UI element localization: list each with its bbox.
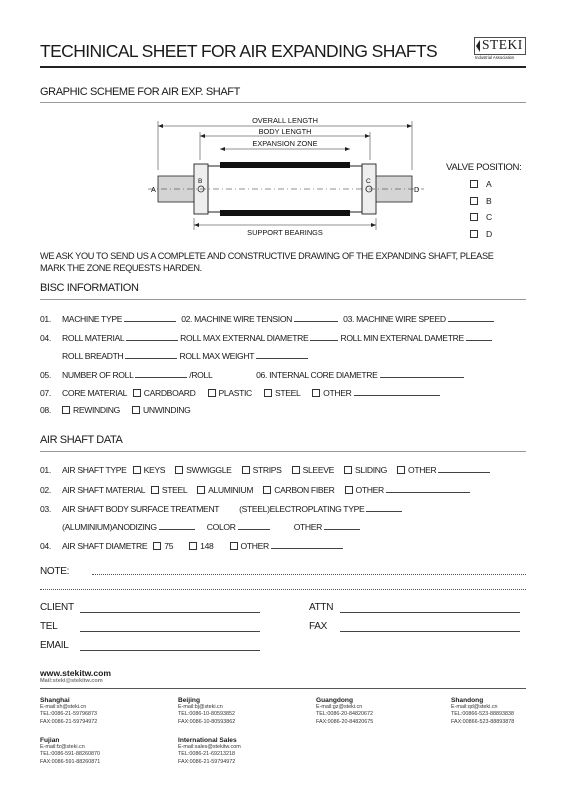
roll-breadth-field[interactable] [125,350,177,359]
valve-c-checkbox[interactable] [470,213,478,221]
airshaft-row-3: 03. AIR SHAFT BODY SURFACE TREATMENT (STEEL)ELECTROPLATING TYPE [40,503,402,514]
attn-label: ATTN [309,602,334,613]
note-line-1[interactable] [92,574,526,575]
other-type-checkbox[interactable] [397,466,405,474]
carbon-fiber-checkbox[interactable] [263,486,271,494]
electroplating-field[interactable] [366,503,402,512]
valve-position-title: VALVE POSITION: [446,162,522,173]
basic-row-5: 07. CORE MATERIAL CARDBOARD PLASTIC STEEL OTHER [40,387,440,398]
email-label: EMAIL [40,640,69,651]
body-length-label: BODY LENGTH [258,127,312,136]
valve-b-checkbox[interactable] [470,197,478,205]
title-rule [40,66,526,68]
other-material-field[interactable] [386,484,470,493]
airshaft-section-rule [40,451,526,452]
steel-core-checkbox[interactable] [264,389,272,397]
office-fujian: Fujian E-mail:fz@steki.cn TEL:0086-591-88260870 FAX:0086-591-88260871 [40,737,101,765]
client-field[interactable] [80,612,260,613]
fax-field[interactable] [340,631,520,632]
other-core-field[interactable] [354,387,440,396]
logo-subtitle: Industrial Association [475,55,515,60]
basic-row-3: ROLL BREADTH ROLL MAX WEIGHT [62,350,308,361]
sleeve-checkbox[interactable] [292,466,300,474]
basic-row-4: 05. NUMBER OF ROLL /ROLL 06. INTERNAL CORE DIAMETRE [40,369,464,380]
swwiggle-checkbox[interactable] [175,466,183,474]
shaft-diagram [140,114,430,240]
instruction-line-2: MARK THE ZONE REQUESTS HARDEN. [40,263,202,273]
diametre-148-checkbox[interactable] [189,542,197,550]
website-link[interactable]: www.stekitw.com [40,668,111,678]
roll-min-ext-field[interactable] [466,332,492,341]
sliding-checkbox[interactable] [344,466,352,474]
unwinding-checkbox[interactable] [132,406,140,414]
expansion-zone-label: EXPANSION ZONE [252,139,318,148]
valve-option-d[interactable]: D [470,229,492,239]
logo-text: STEKI [482,37,523,52]
valve-a-checkbox[interactable] [470,180,478,188]
basic-section-title: BISC INFORMATION [40,282,139,294]
graphic-section-rule [40,102,526,103]
note-line-2[interactable] [40,589,526,590]
steki-logo [474,37,526,65]
roll-max-ext-field[interactable] [310,332,338,341]
tel-field[interactable] [80,631,260,632]
overall-length-label: OVERALL LENGTH [252,116,318,125]
office-guangdong: Guangdong E-mail:gz@steki.cn TEL:0086-20-84820672 FAX:0086-20-84820675 [316,697,374,725]
point-d-label: D [414,185,420,194]
machine-type-field[interactable] [124,313,176,322]
other-diametre-checkbox[interactable] [230,542,238,550]
attn-field[interactable] [340,612,520,613]
roll-material-field[interactable] [126,332,178,341]
email-field[interactable] [80,650,260,651]
diametre-75-checkbox[interactable] [153,542,161,550]
steel-material-checkbox[interactable] [151,486,159,494]
other-material-checkbox[interactable] [345,486,353,494]
rewinding-checkbox[interactable] [62,406,70,414]
other-diametre-field[interactable] [271,540,343,549]
basic-row-6: 08. REWINDING UNWINDING [40,405,191,415]
valve-option-b[interactable]: B [470,196,491,206]
other-surface-field[interactable] [324,521,360,530]
other-type-field[interactable] [438,464,490,473]
footer-rule [40,688,526,689]
valve-option-c[interactable]: C [470,212,492,222]
airshaft-row-1: 01. AIR SHAFT TYPE KEYS SWWIGGLE STRIPS SLEEVE SLIDING OTHER [40,464,490,475]
note-label: NOTE: [40,566,70,577]
number-of-roll-field[interactable] [135,369,187,378]
point-b-label: B [198,178,203,185]
airshaft-row-4: (ALUMINIUM)ANODIZING COLOR OTHER [62,521,360,532]
graphic-section-title: GRAPHIC SCHEME FOR AIR EXP. SHAFT [40,86,240,98]
strips-checkbox[interactable] [242,466,250,474]
office-beijing: Beijing E-mail:bj@steki.cn TEL:0086-10-80593852 FAX:0086-10-80593862 [178,697,236,725]
wire-speed-field[interactable] [448,313,494,322]
support-bearings-label: SUPPORT BEARINGS [247,228,323,237]
office-shanghai: Shanghai E-mail:sh@steki.cn TEL:0086-21-59796873 FAX:0086-21-59794972 [40,697,98,725]
client-label: CLIENT [40,602,74,613]
keys-checkbox[interactable] [133,466,141,474]
point-a-label: A [151,185,156,194]
valve-option-a[interactable]: A [470,179,491,189]
cardboard-checkbox[interactable] [133,389,141,397]
airshaft-row-5: 04. AIR SHAFT DIAMETRE 75 148 OTHER [40,540,343,551]
valve-d-checkbox[interactable] [470,230,478,238]
page-title: TECHINICAL SHEET FOR AIR EXPANDING SHAFTS [40,41,438,61]
color-field[interactable] [238,521,270,530]
internal-core-field[interactable] [380,369,464,378]
office-shandong: Shandong E-mail:qd@steki.cn TEL:00866-523-88893838 FAX:00866-523-88893878 [451,697,515,725]
plastic-checkbox[interactable] [208,389,216,397]
footer-mail: Mail:steki@stekitw.com [40,678,103,684]
point-c-label: C [366,178,371,185]
basic-row-1: 01. MACHINE TYPE 02. MACHINE WIRE TENSION 03. MACHINE WIRE SPEED [40,313,494,324]
aluminium-checkbox[interactable] [197,486,205,494]
airshaft-row-2: 02. AIR SHAFT MATERIAL STEEL ALUMINIUM CARBON FIBER OTHER [40,484,470,495]
fax-label: FAX [309,621,327,632]
anodizing-field[interactable] [159,521,195,530]
tel-label: TEL [40,621,58,632]
basic-section-rule [40,299,526,300]
other-core-checkbox[interactable] [312,389,320,397]
instruction-line-1: WE ASK YOU TO SEND US A COMPLETE AND CONSTRUCTIVE DRAWING OF THE EXPANDING SHAFT, PLEASE [40,251,494,261]
roll-max-weight-field[interactable] [256,350,308,359]
wire-tension-field[interactable] [294,313,338,322]
office-international-sales: International Sales E-mail:sales@stekitw.com TEL:0086-21-69213218 FAX:0086-21-59794972 [178,737,241,765]
airshaft-section-title: AIR SHAFT DATA [40,434,123,446]
basic-row-2: 04. ROLL MATERIAL ROLL MAX EXTERNAL DIAMETRE ROLL MIN EXTERNAL DAMETRE [40,332,492,343]
